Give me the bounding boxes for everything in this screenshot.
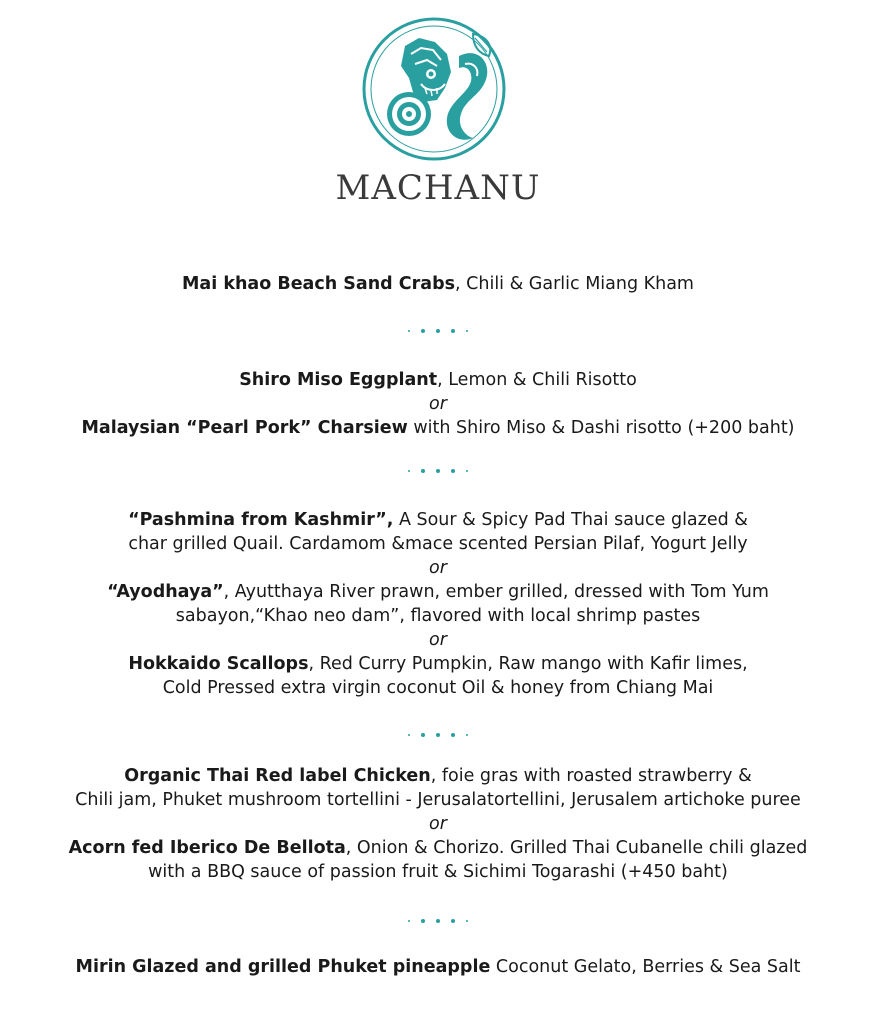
dish-description: Chili jam, Phuket mushroom tortellini - Jerusalatortellini, Jerusalem artichoke puree (75, 790, 801, 810)
dish-name: Mirin Glazed and grilled Phuket pineapple (75, 957, 491, 977)
separator-dot (436, 919, 440, 923)
separator-dot (408, 330, 410, 332)
dish-line (0, 764, 876, 788)
separator-dot (451, 469, 455, 473)
separator-dot (466, 470, 468, 472)
dot-separator (0, 466, 876, 476)
dish-name: Hokkaido Scallops (128, 654, 309, 674)
or-divider: or (429, 814, 447, 834)
dish-line (0, 836, 876, 860)
dish-description: , foie gras with roasted strawberry & (430, 766, 752, 786)
separator-dot (421, 733, 425, 737)
separator-dot (466, 330, 468, 332)
dish-line (0, 508, 876, 532)
separator-dot (466, 734, 468, 736)
separator-dot (421, 329, 425, 333)
course-2 (0, 368, 876, 440)
separator-dot (408, 734, 410, 736)
dish-line (0, 860, 876, 884)
dish-description: , Red Curry Pumpkin, Raw mango with Kafir limes, (308, 654, 748, 674)
separator-dot (408, 920, 410, 922)
separator-dot (451, 919, 455, 923)
or-divider: or (429, 558, 447, 578)
dish-line (0, 416, 876, 440)
dish-description: with a BBQ sauce of passion fruit & Sichimi Togarashi (+450 baht) (148, 862, 728, 882)
or-divider: or (429, 394, 447, 414)
dish-description: sabayon,“Khao neo dam”, flavored with local shrimp pastes (175, 606, 701, 626)
separator-dot (408, 470, 410, 472)
separator-dot (421, 919, 425, 923)
separator-dot (451, 733, 455, 737)
dish-name: Organic Thai Red label Chicken (124, 766, 431, 786)
dish-description: char grilled Quail. Cardamom &mace scented Persian Pilaf, Yogurt Jelly (128, 534, 748, 554)
dish-description: , Onion & Chorizo. Grilled Thai Cubanelle chili glazed (345, 838, 808, 858)
dish-description: , Chili & Garlic Miang Kham (455, 274, 694, 294)
course-4 (0, 764, 876, 884)
dish-name: Malaysian “Pearl Pork” Charsiew (81, 418, 408, 438)
dot-separator (0, 730, 876, 740)
dish-line (0, 272, 876, 296)
separator-dot (451, 329, 455, 333)
dish-name: “Ayodhaya” (107, 582, 224, 602)
dish-line (0, 676, 876, 700)
separator-dot (436, 733, 440, 737)
separator-dot (421, 469, 425, 473)
dish-line (0, 788, 876, 812)
dish-description: Coconut Gelato, Berries & Sea Salt (490, 957, 801, 977)
separator-dot (436, 469, 440, 473)
brand-name: MACHANU (335, 168, 541, 208)
dish-line (0, 368, 876, 392)
dish-description: , Lemon & Chili Risotto (437, 370, 637, 390)
dot-separator (0, 326, 876, 336)
dish-description: , Ayutthaya River prawn, ember grilled, dressed with Tom Yum (223, 582, 769, 602)
dish-name: Acorn fed Iberico De Bellota (68, 838, 346, 858)
dot-separator (0, 916, 876, 926)
dish-name: “Pashmina from Kashmir”, (128, 510, 394, 530)
separator-dot (466, 920, 468, 922)
dish-description: with Shiro Miso & Dashi risotto (+200 baht) (407, 418, 795, 438)
or-divider: or (429, 630, 447, 650)
dish-description: A Sour & Spicy Pad Thai sauce glazed & (393, 510, 748, 530)
dish-line (0, 604, 876, 628)
dish-line (0, 532, 876, 556)
course-1 (0, 272, 876, 296)
dish-name: Mai khao Beach Sand Crabs (182, 274, 456, 294)
separator-dot (436, 329, 440, 333)
dish-line (0, 580, 876, 604)
hanuman-fish-emblem-icon (361, 16, 507, 162)
dish-name: Shiro Miso Eggplant (239, 370, 438, 390)
dish-line (0, 652, 876, 676)
course-3 (0, 508, 876, 700)
dish-description: Cold Pressed extra virgin coconut Oil & honey from Chiang Mai (162, 678, 714, 698)
course-5 (0, 955, 876, 979)
dish-line (0, 955, 876, 979)
